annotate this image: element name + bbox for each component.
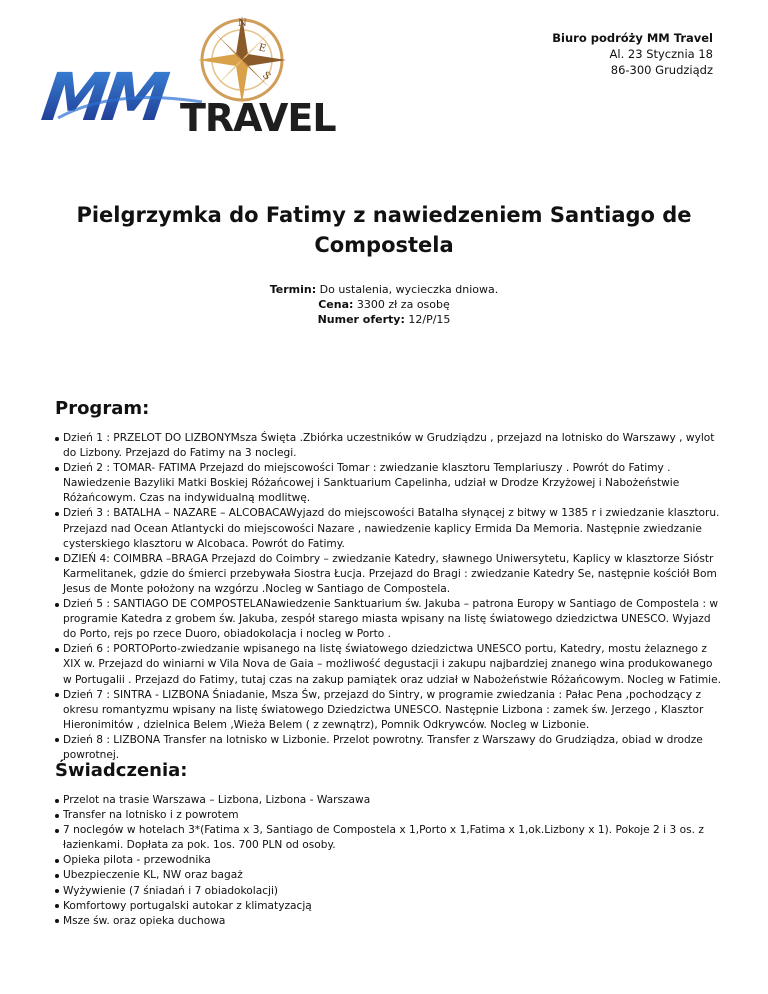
price-label: Cena: — [318, 298, 354, 311]
program-item: Dzień 8 : LIZBONA Transfer na lotnisko w Lizbonie. Przelot powrotny. Transfer z Warszawy do Grudziądza, obiad w drodze powrotnej. — [63, 733, 723, 763]
price-line — [0, 297, 768, 312]
program-list — [63, 431, 723, 763]
company-city: 86-300 Grudziądz — [610, 63, 713, 77]
service-item: Transfer na lotnisko i z powrotem — [63, 808, 723, 823]
term-line — [0, 282, 768, 297]
term-label: Termin: — [269, 283, 317, 296]
service-item: Komfortowy portugalski autokar z klimatyzacją — [63, 899, 723, 914]
program-item: Dzień 6 : PORTOPorto-zwiedzanie wpisanego na listę światowego dziedzictwa UNESCO portu, Katedry, mostu żelaznego z XIX w. Przejazd do winiarni w Vila Nova de Gaia – możliwość degustacji i zakupu najbardziej znanego wina produkowanego w Portugalii . Przejazd do Fatimy, tutaj czas na zakup pamiątek oraz udział w Nabożeństwie Różańcowym. Nocleg w Fatimie. — [63, 642, 723, 687]
service-item: Przelot na trasie Warszawa – Lizbona, Lizbona - Warszawa — [63, 793, 723, 808]
compass-letter-e: E — [257, 42, 268, 55]
offer-title: Pielgrzymka do Fatimy z nawiedzeniem Santiago de Compostela — [76, 203, 692, 257]
offer-number-line — [0, 312, 768, 327]
service-item: Wyżywienie (7 śniadań i 7 obiadokolacji) — [63, 884, 723, 899]
program-item: Dzień 7 : SINTRA - LIZBONA Śniadanie, Msza Św, przejazd do Sintry, w programie zwiedzania : Pałac Pena ,pochodzący z okresu romantyzmu wpisany na listę światowego Dziedzictwa UNESCO. Następnie Lizbona : zamek św. Jerzego , Klasztor Hieronimitów , dzielnica Belem ,Wieża Belem ( z zewnątrz), Pomnik Odkrywców. Nocleg w Lizbonie. — [63, 688, 723, 733]
program-item: Dzień 2 : TOMAR- FATIMA Przejazd do miejscowości Tomar : zwiedzanie klasztoru Templariuszy . Powrót do Fatimy . Nawiedzenie Bazyliki Matki Boskiej Różańcowej i Sanktuarium Capelinha, udział w Drodze Krzyżowej i Nabożeństwie Różańcowym. Czas na indywidualną modlitwę. — [63, 461, 723, 506]
logo-mm-text: MM — [37, 58, 168, 136]
program-heading: Program: — [55, 398, 150, 419]
compass-icon — [198, 16, 286, 104]
term-value: Do ustalenia, wycieczka dniowa. — [319, 283, 499, 296]
mm-travel-logo — [37, 18, 336, 140]
program-item: Dzień 3 : BATALHA – NAZARE – ALCOBACAWyjazd do miejscowości Batalha słynącej z bitwy w 1385 r i zwiedzanie klasztoru. Przejazd nad Ocean Atlantycki do miejscowości Nazare , nawiedzenie kaplicy Ermida Da Memoria. Następnie zwiedzanie cysterskiego klasztoru w Alcobaca. Powrót do Fatimy. — [63, 506, 723, 551]
compass-letter-s: S — [260, 69, 273, 83]
program-item: Dzień 5 : SANTIAGO DE COMPOSTELANawiedzenie Sanktuarium św. Jakuba – patrona Europy w Santiago de Compostela : w programie Katedra z grobem św. Jakuba, zespół starego miasta wpisany na listę światowego dziedzictwa UNESCO. Wyjazd do Porto, rejs po rzece Duoro, obiadokolacja i nocleg w Porto . — [63, 597, 723, 642]
offer-number-value: 12/P/15 — [408, 313, 451, 326]
services-list — [63, 793, 723, 929]
service-item: Ubezpieczenie KL, NW oraz bagaż — [63, 868, 723, 883]
offer-number-label: Numer oferty: — [317, 313, 405, 326]
logo-travel-text: TRAVEL — [180, 96, 336, 140]
price-value: 3300 zł za osobę — [356, 298, 450, 311]
service-item: Opieka pilota - przewodnika — [63, 853, 723, 868]
company-name: Biuro podróży MM Travel — [552, 31, 713, 45]
company-street: Al. 23 Stycznia 18 — [609, 47, 713, 61]
offer-meta — [0, 282, 768, 327]
program-item: Dzień 1 : PRZELOT DO LIZBONYMsza Święta .Zbiórka uczestników w Grudziądzu , przejazd na lotnisko do Warszawy , wylot do Lizbony. Przejazd do Fatimy na 3 noclegi. — [63, 431, 723, 461]
service-item: Msze św. oraz opieka duchowa — [63, 914, 723, 929]
program-item: DZIEŃ 4: COIMBRA –BRAGA Przejazd do Coimbry – zwiedzanie Katedry, sławnego Uniwersytetu, Kaplicy w klasztorze Sióstr Karmelitanek, gdzie do śmierci przebywała Siostra Łucja. Przejazd do Bragi : zwiedzanie Katedry Se, następnie kościół Bom Jesus de Monte położony na wzgórzu .Nocleg w Santiago de Compostela. — [63, 552, 723, 597]
compass-letter-n: N — [238, 18, 247, 29]
service-item: 7 noclegów w hotelach 3*(Fatima x 3, Santiago de Compostela x 1,Porto x 1,Fatima x 1,ok.Lizbony x 1). Pokoje 2 i 3 os. z łazienkami. Dopłata za pok. 1os. 700 PLN od osoby. — [63, 823, 723, 853]
services-heading: Świadczenia: — [55, 760, 188, 781]
company-address — [552, 30, 713, 78]
